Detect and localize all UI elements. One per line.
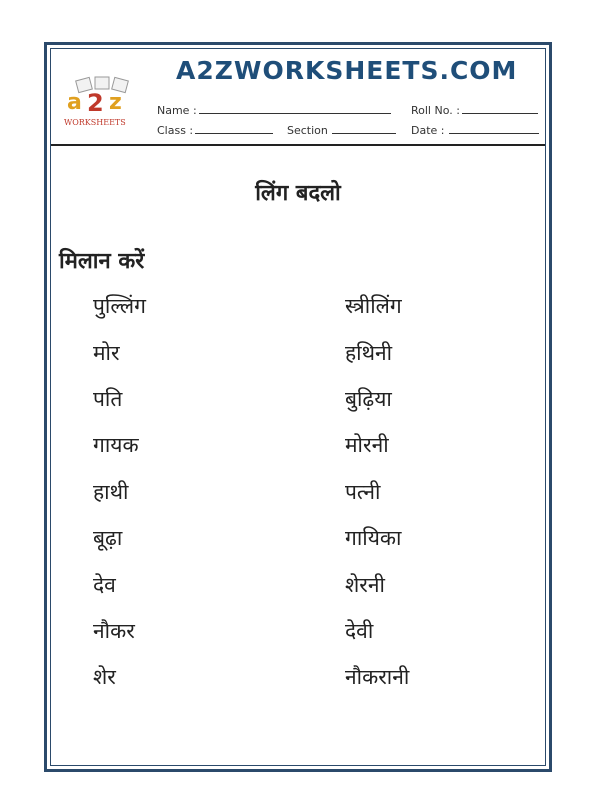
worksheet-header bbox=[51, 49, 545, 146]
left-item: गायक bbox=[93, 433, 139, 457]
right-item: बुढ़िया bbox=[345, 387, 392, 411]
date-field[interactable] bbox=[411, 123, 539, 137]
left-item: नौकर bbox=[93, 619, 135, 643]
left-item: बूढ़ा bbox=[93, 526, 123, 550]
date-label: Date : bbox=[411, 124, 445, 137]
right-item: गायिका bbox=[345, 526, 402, 550]
left-item: पति bbox=[93, 387, 123, 411]
roll-blank[interactable] bbox=[462, 103, 538, 114]
worksheet-inner-border bbox=[50, 48, 546, 766]
right-column-header: स्त्रीलिंग bbox=[345, 294, 402, 318]
left-item: हाथी bbox=[93, 480, 129, 504]
left-column-header: पुल्लिंग bbox=[93, 294, 146, 318]
site-title: A2ZWORKSHEETS.COM bbox=[176, 56, 518, 85]
left-item: देव bbox=[93, 573, 116, 597]
right-item: नौकरानी bbox=[345, 665, 410, 689]
roll-field[interactable] bbox=[411, 103, 538, 117]
name-label: Name : bbox=[157, 104, 197, 117]
name-blank[interactable] bbox=[199, 103, 391, 114]
right-item: मोरनी bbox=[345, 433, 389, 457]
right-item: देवी bbox=[345, 619, 374, 643]
left-item: मोर bbox=[93, 341, 120, 365]
logo-wordmark: WORKSHEETS bbox=[64, 118, 126, 127]
svg-text:2: 2 bbox=[87, 89, 104, 117]
date-blank[interactable] bbox=[449, 123, 539, 134]
section-blank[interactable] bbox=[332, 123, 396, 134]
a2z-logo bbox=[63, 75, 141, 129]
right-item: पत्नी bbox=[345, 480, 381, 504]
section-label: Section bbox=[287, 124, 328, 137]
class-field[interactable] bbox=[157, 123, 273, 137]
svg-text:a: a bbox=[67, 90, 82, 115]
worksheet-frame bbox=[44, 42, 552, 772]
section-field[interactable] bbox=[287, 123, 396, 137]
right-item: शेरनी bbox=[345, 573, 385, 597]
class-blank[interactable] bbox=[195, 123, 273, 134]
worksheet-title: लिंग बदलो bbox=[255, 181, 341, 206]
right-item: हथिनी bbox=[345, 341, 393, 365]
roll-label: Roll No. : bbox=[411, 104, 460, 117]
instruction-heading: मिलान करें bbox=[59, 249, 145, 274]
class-label: Class : bbox=[157, 124, 194, 137]
left-item: शेर bbox=[93, 665, 116, 689]
svg-text:z: z bbox=[109, 90, 122, 115]
name-field[interactable] bbox=[157, 103, 391, 117]
